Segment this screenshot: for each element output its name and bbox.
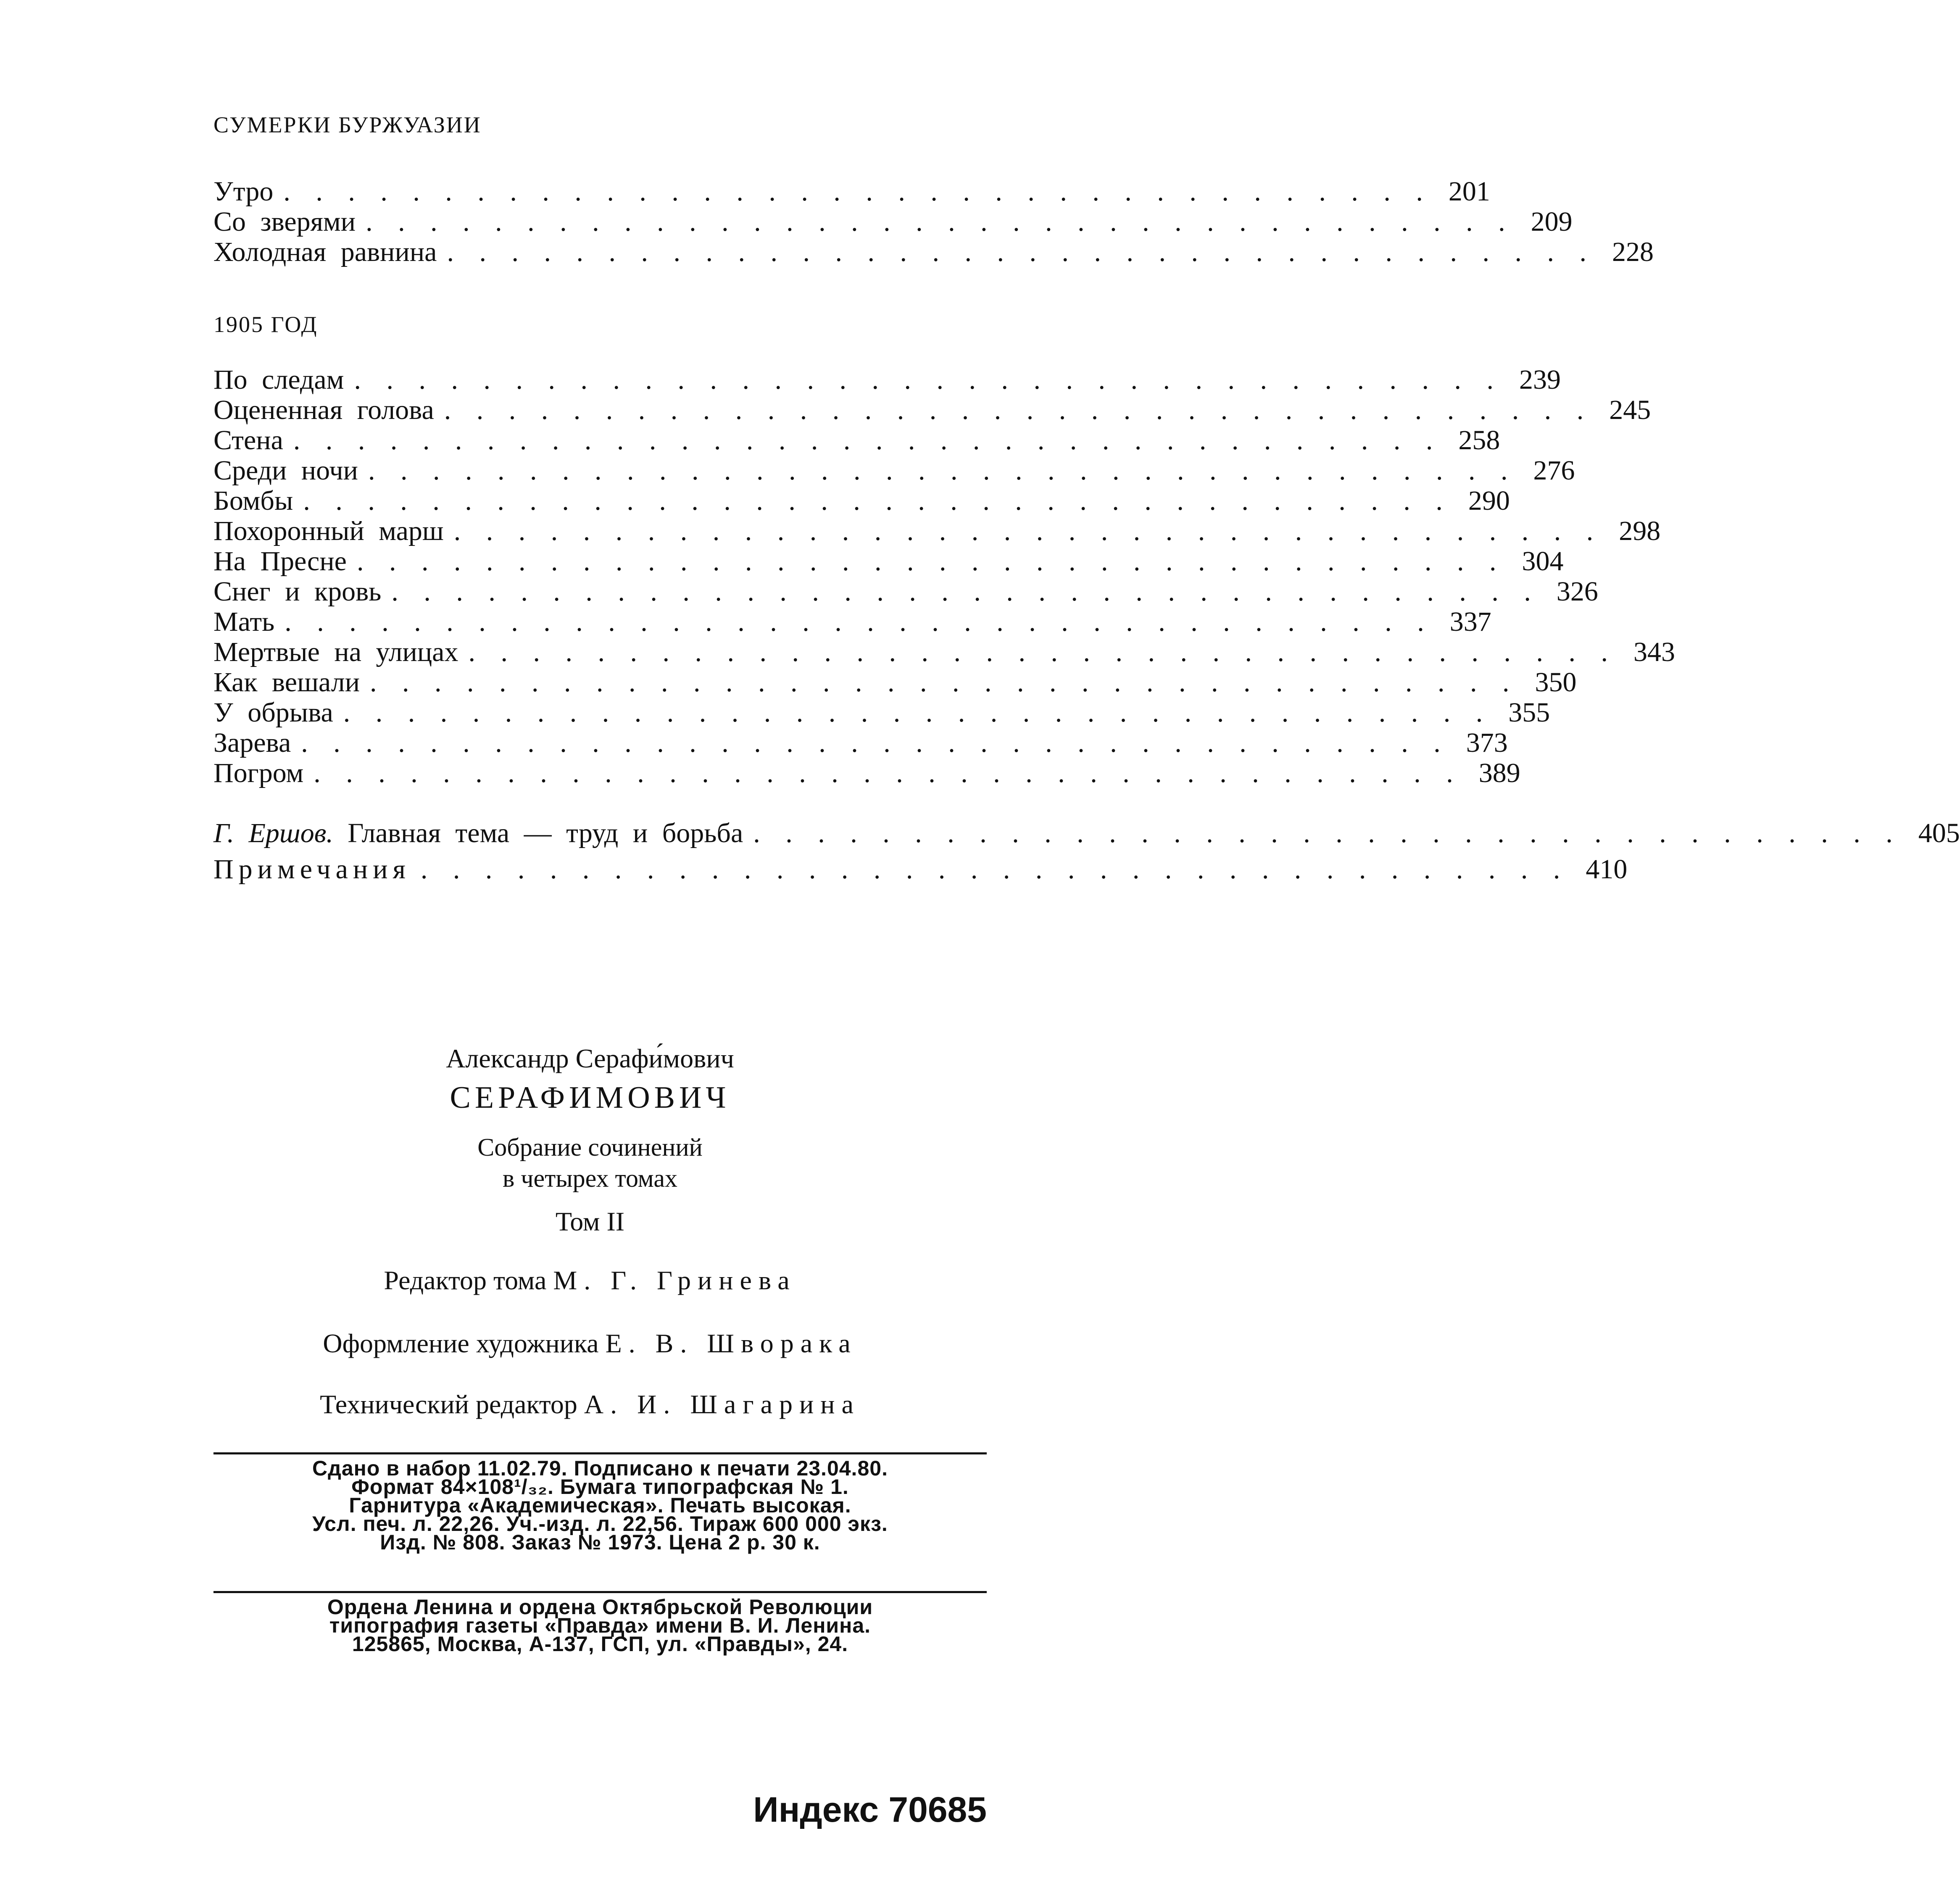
toc-entry-title: Как вешали: [213, 667, 360, 698]
printer-line: Ордена Ленина и ордена Октябрьской Революции: [327, 1595, 873, 1619]
toc-entry-page: 343: [1633, 637, 1675, 667]
toc-entry-page: 373: [1466, 727, 1508, 758]
toc-back-matter: [213, 815, 1960, 888]
imprint-line: Изд. № 808. Заказ № 1973. Цена 2 р. 30 к.: [380, 1530, 820, 1554]
toc-leader-dots: . . . . . . . . . . . . . . . . . . . . . . . . . . . . . . . . . . . .: [285, 606, 1433, 637]
toc-entry: [213, 727, 1508, 758]
toc-entry: [213, 485, 1510, 516]
imprint-line: Усл. печ. л. 22,26. Уч.-изд. л. 22,56. Тираж 600 000 экз.: [312, 1512, 888, 1536]
toc-entry-page: 276: [1533, 455, 1575, 486]
toc-leader-dots: . . . . . . . . . . . . . . . . . . . . . . . . . . . . . . . . . . . .: [283, 176, 1432, 207]
editor-name: М. Г. Гринева: [553, 1265, 796, 1295]
section-heading-twilight: СУМЕРКИ БУРЖУАЗИИ: [213, 112, 482, 137]
toc-entry-afterword: [213, 815, 1960, 851]
toc-entry: [213, 576, 1598, 607]
toc-entry-notes: [213, 851, 1628, 888]
printer-line: 125865, Москва, А-137, ГСП, ул. «Правды», 24.: [352, 1632, 848, 1656]
toc-leader-dots: . . . . . . . . . . . . . . . . . . . . . . . . . . . . . . . . . . . .: [753, 818, 1902, 848]
editor-label: Редактор тома: [384, 1265, 547, 1295]
toc-entry: [213, 606, 1491, 637]
toc-entry-title: По следам: [213, 364, 344, 395]
series-title-line1: Собрание сочинений: [477, 1133, 703, 1161]
toc-entry-page: 389: [1478, 758, 1520, 788]
toc-entry: [213, 637, 1675, 667]
toc-entry: [213, 425, 1500, 456]
toc-entry-title: Зарева: [213, 727, 291, 758]
toc-entry-page: 228: [1612, 237, 1654, 267]
imprint-line: Сдано в набор 11.02.79. Подписано к печати 23.04.80.: [312, 1457, 888, 1480]
printer-block: [213, 1595, 987, 1656]
design-credit: [0, 1328, 1180, 1359]
toc-entry-page: 258: [1458, 425, 1500, 456]
toc-entry-title: Мертвые на улицах: [213, 637, 458, 667]
toc-entry-page: 245: [1609, 395, 1651, 425]
toc-entry-page: 298: [1619, 516, 1661, 546]
toc-entry: [213, 667, 1577, 698]
toc-entry-page: 405: [1918, 818, 1960, 848]
toc-entry-page: 239: [1519, 364, 1561, 395]
toc-entry-title-group: [213, 815, 753, 851]
toc-leader-dots: . . . . . . . . . . . . . . . . . . . . . . . . . . . . . . . . . . . .: [313, 758, 1462, 788]
catalog-index: Индекс 70685: [753, 1790, 987, 1829]
toc-leader-dots: . . . . . . . . . . . . . . . . . . . . . . . . . . . . . . . . . . . .: [391, 576, 1540, 607]
design-label: Оформление художника: [323, 1328, 599, 1358]
toc-entry-title: Среди ночи: [213, 455, 358, 486]
imprint-line: Гарнитура «Академическая». Печать высокая.: [349, 1494, 851, 1517]
toc-leader-dots: . . . . . . . . . . . . . . . . . . . . . . . . . . . . . . . . . . . .: [303, 485, 1452, 516]
imprint-top-rule: [213, 1452, 987, 1454]
toc-entry-title: У обрыва: [213, 697, 333, 728]
toc-entry: [213, 176, 1490, 207]
toc-entry-title: Бомбы: [213, 485, 293, 516]
toc-leader-dots: . . . . . . . . . . . . . . . . . . . . . . . . . . . . . . . . . . . .: [370, 667, 1519, 698]
toc-entry-page: 410: [1586, 854, 1628, 885]
design-name: Е. В. Шворака: [605, 1328, 857, 1358]
toc-entry-title: Оцененная голова: [213, 395, 434, 425]
toc-leader-dots: . . . . . . . . . . . . . . . . . . . . . . . . . . . . . . . . . . . .: [293, 425, 1442, 456]
author-surname: СЕРАФИМОВИЧ: [450, 1080, 730, 1115]
toc-leader-dots: . . . . . . . . . . . . . . . . . . . . . . . . . . . . . . . . . . . .: [368, 455, 1517, 486]
imprint-block: [213, 1459, 987, 1552]
volume-number: Том II: [555, 1206, 625, 1236]
editor-credit: [0, 1265, 1180, 1296]
toc-entry-page: 290: [1468, 485, 1510, 516]
toc-entry: [213, 455, 1575, 486]
toc-leader-dots: . . . . . . . . . . . . . . . . . . . . . . . . . . . . . . . . . . . .: [343, 697, 1492, 728]
toc-entry: [213, 758, 1520, 788]
toc-entry-title: Холодная равнина: [213, 237, 437, 267]
toc-entry-title: Погром: [213, 758, 304, 788]
toc-leader-dots: . . . . . . . . . . . . . . . . . . . . . . . . . . . . . . . . . . . .: [356, 546, 1506, 577]
toc-entry-page: 355: [1508, 697, 1550, 728]
toc-entry: [213, 237, 1654, 267]
toc-section-2: [213, 364, 1675, 788]
series-title-line2: в четырех томах: [503, 1164, 677, 1192]
toc-entry-title: Похоронный марш: [213, 516, 444, 546]
author-given-name: Александр Серафи́мович: [446, 1043, 734, 1073]
afterword-title: Главная тема — труд и борьба: [348, 818, 743, 848]
toc-entry-title: Мать: [213, 606, 275, 637]
toc-entry-title: Стена: [213, 425, 283, 456]
toc-entry-title: Снег и кровь: [213, 576, 382, 607]
section-heading-1905: 1905 ГОД: [213, 312, 318, 337]
toc-leader-dots: . . . . . . . . . . . . . . . . . . . . . . . . . . . . . . . . . . . .: [420, 854, 1570, 885]
toc-entry-page: 350: [1535, 667, 1577, 698]
toc-entry-title: Утро: [213, 176, 274, 207]
toc-leader-dots: . . . . . . . . . . . . . . . . . . . . . . . . . . . . . . . . . . . .: [453, 516, 1603, 546]
toc-leader-dots: . . . . . . . . . . . . . . . . . . . . . . . . . . . . . . . . . . . .: [301, 727, 1450, 758]
toc-entry-page: 209: [1531, 206, 1573, 237]
toc-entry-page: 337: [1449, 606, 1491, 637]
toc-entry-page: 201: [1448, 176, 1490, 207]
toc-leader-dots: . . . . . . . . . . . . . . . . . . . . . . . . . . . . . . . . . . . .: [444, 395, 1593, 425]
toc-entry: [213, 516, 1661, 546]
toc-entry: [213, 697, 1550, 728]
toc-entry: [213, 546, 1564, 577]
afterword-author: Г. Ершов.: [213, 818, 333, 848]
toc-leader-dots: . . . . . . . . . . . . . . . . . . . . . . . . . . . . . . . . . . . .: [468, 637, 1617, 667]
toc-leader-dots: . . . . . . . . . . . . . . . . . . . . . . . . . . . . . . . . . . . .: [447, 237, 1596, 267]
printer-line: типография газеты «Правда» имени В. И. Ленина.: [329, 1614, 871, 1637]
toc-section-1: [213, 176, 1654, 267]
toc-entry-title: На Пресне: [213, 546, 347, 577]
imprint-line: Формат 84×108¹/₃₂. Бумага типографская № 1.: [351, 1475, 849, 1499]
toc-leader-dots: . . . . . . . . . . . . . . . . . . . . . . . . . . . . . . . . . . . .: [354, 364, 1503, 395]
toc-entry-page: 304: [1522, 546, 1564, 577]
tech-editor-label: Технический редактор: [320, 1389, 577, 1419]
printer-top-rule: [213, 1591, 987, 1593]
tech-editor-name: А. И. Шагарина: [584, 1389, 860, 1419]
toc-entry-title: Со зверями: [213, 206, 356, 237]
toc-leader-dots: . . . . . . . . . . . . . . . . . . . . . . . . . . . . . . . . . . . .: [366, 206, 1515, 237]
toc-entry: [213, 206, 1573, 237]
toc-entry: [213, 395, 1651, 425]
tech-editor-credit: [0, 1389, 1180, 1420]
toc-entry-page: 326: [1556, 576, 1598, 607]
toc-entry: [213, 364, 1561, 395]
toc-entry-title: Примечания: [213, 854, 411, 885]
